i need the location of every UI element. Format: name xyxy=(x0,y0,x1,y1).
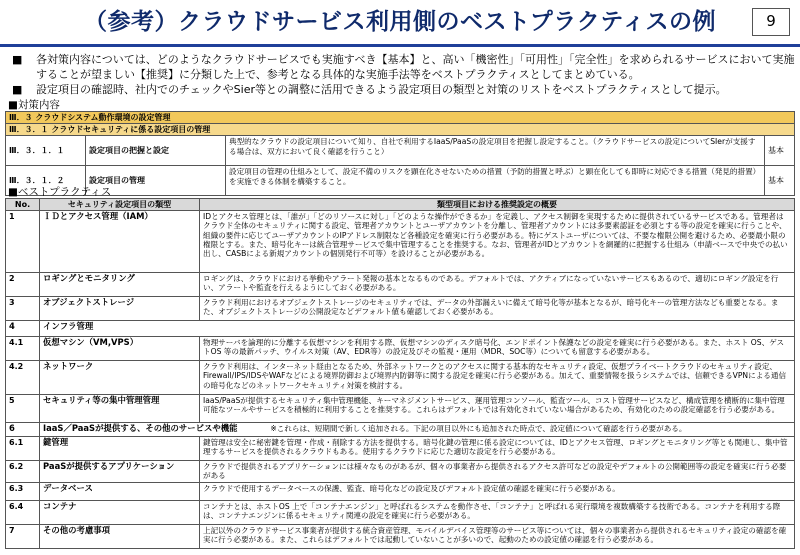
table-row xyxy=(6,423,795,437)
practice-desc: ロギングは、クラウドにおける挙動やアラート発報の基本となるものである。デフォルトでは、アクティブになっていないサービスもあるので、適切にロギング設定を行い、アラートや監査を行えるようにしておく必要がある。 xyxy=(200,273,795,297)
title-divider xyxy=(0,44,800,47)
practice-no: 3 xyxy=(6,297,40,321)
measures-header-2: Ⅲ．３．１ クラウドセキュリティに係る設定項目の管理 xyxy=(6,124,795,136)
measure-name: 設定項目の管理 xyxy=(86,166,226,196)
table-row xyxy=(6,321,795,337)
measures-header-row xyxy=(6,124,795,136)
table-row xyxy=(6,461,795,482)
practice-category: ＩＤとアクセス管理（IAM） xyxy=(40,211,200,273)
measure-code: Ⅲ．３．１．１ xyxy=(6,136,86,166)
practice-no: 4 xyxy=(6,321,40,337)
intro-item xyxy=(10,52,795,82)
bullet-square-icon: ■ xyxy=(12,53,23,66)
table-row xyxy=(6,211,795,273)
table-row xyxy=(6,437,795,461)
practice-no: 6.3 xyxy=(6,482,40,500)
intro-text: 各対策内容については、どのようなクラウドサービスでも実施すべき【基本】と、高い「機密性」「可用性」「完全性」を求められるサービスにおいて実施することが望ましい【推奨】に分類した上で、参考となる具体的な実施手法等をベストプラクティスとしてまとめている。 xyxy=(36,53,795,81)
measure-desc: 設定項目の管理の仕組みとして、設定不備のリスクを顕在化させないための措置（予防的措置と呼ぶ）と顕在化しても即時に対応できる措置（発見的措置）を実施できる体制を構築すること。 xyxy=(226,166,765,196)
table-row xyxy=(6,482,795,500)
intro-item xyxy=(10,82,795,97)
practice-desc: コンテナとは、ホストOS 上で「コンテナエンジン」と呼ばれるシステムを動作させ、「コンテナ」と呼ばれる実行環境を複数構築する技術である。コンテナを利用する際は、コンテナエンジンに係るセキュリティ関連の設定を確実に行う必要がある。 xyxy=(200,500,795,524)
table-row xyxy=(6,166,795,196)
practice-category: 仮想マシン（VM,VPS） xyxy=(40,337,200,361)
page-title: （参考）クラウドサービス利用側のベストプラクティスの例 xyxy=(84,9,716,35)
bullet-square-icon: ■ xyxy=(12,83,23,96)
table-row xyxy=(6,361,795,395)
intro-text: 設定項目の確認時、社内でのチェックやSier等との調整に活用できるよう設定項目の類型と対策のリストをベストプラクティスとして提示。 xyxy=(36,83,727,96)
practice-desc: 上記以外のクラウドサービス事業者が提供する統合資産管理、モバイルデバイス管理等のサービス等については、個々の事業者から提供されるセキュリティ設定の確認を確実に行う必要がある。また、これらはデフォルトでは起動していないことが多いので、起動のための設定値の確認を行う必要がある。 xyxy=(200,524,795,548)
practice-category: ネットワーク xyxy=(40,361,200,395)
practice-category: インフラ管理 xyxy=(40,321,795,337)
measure-desc: 典型的なクラウドの設定項目について知り、自社で利用するIaaS/PaaSの設定項目を把握し設定すること。（クラウドサービスの設定についてSIerが支援する場合は、双方において良く確認を行うこと） xyxy=(226,136,765,166)
practice-desc: クラウド利用は、インターネット経由となるため、外部ネットワークとのアクセスに関する基本的なセキュリティ設定、仮想プライベートクラウドのセキュリティ設定、Firewall/IPS/IDSやWAFなどによる境界防御および境界内防御等に関する設定を確実に行う必要がある。加えて、重要情報を扱うシステムでは、信頼できるVPNによる通信の暗号化などのネットワークセキュリティ対策を検討する。 xyxy=(200,361,795,395)
measure-level: 基本 xyxy=(765,136,795,166)
measure-level: 基本 xyxy=(765,166,795,196)
intro-bullets xyxy=(10,52,795,97)
practice-category: IaaS／PaaSが提供する、その他のサービスや機能 xyxy=(43,423,238,434)
practice-category: PaaSが提供するアプリケーション xyxy=(40,461,200,482)
practice-no: 5 xyxy=(6,395,40,423)
practices-table xyxy=(5,198,795,549)
practice-no: 4.1 xyxy=(6,337,40,361)
practices-header-row xyxy=(6,199,795,211)
practice-note: ※これらは、短期間で新しく追加される。下記の項目以外にも追加された時点で、設定値について確認を行う必要がある。 xyxy=(270,424,687,434)
practice-no: 1 xyxy=(6,211,40,273)
practice-no: 6 xyxy=(6,423,40,437)
practice-desc: 鍵管理は安全に秘密鍵を管理・作成・削除する方法を提供する。暗号化鍵の管理に係る設定については、IDとアクセス管理、ロギングとモニタリング等とも関連し、集中管理するサービスを提供されるクラウドもある。使用するクラウドに応じた適切な設定を行う必要がある。 xyxy=(200,437,795,461)
practice-no: 2 xyxy=(6,273,40,297)
practice-category: 鍵管理 xyxy=(40,437,200,461)
practice-desc: IaaS/PaaSが提供するセキュリティ集中管理機能、キーマネジメントサービス、運用管理コンソール、監査ツール、コスト管理サービスなど、構成管理を横断的に集中管理可能なツールやサービスを積極的に利用することを推奨する。これらはデフォルトでは有効化されていない場合があるため、有効化のための設定確認を行う必要がある。 xyxy=(200,395,795,423)
measures-header-row xyxy=(6,112,795,124)
measure-code: Ⅲ．３．１．２ xyxy=(6,166,86,196)
practice-category: ロギングとモニタリング xyxy=(40,273,200,297)
table-row xyxy=(6,524,795,548)
page-number: 9 xyxy=(752,8,790,36)
table-row xyxy=(6,337,795,361)
practices-section-label: ■ベストプラクティス xyxy=(8,186,112,198)
practice-category: データベース xyxy=(40,482,200,500)
table-row xyxy=(6,273,795,297)
header-summary: 類型項目における推奨設定の概要 xyxy=(200,199,795,211)
practice-no: 6.1 xyxy=(6,437,40,461)
measures-table xyxy=(5,111,795,196)
practice-desc: クラウドで提供されるアプリケーションには様々なものがあるが、個々の事業者から提供されるアクセス許可などの設定やデフォルトの公開範囲等の設定を確実に行う必要がある xyxy=(200,461,795,482)
practice-category: オブジェクトストレージ xyxy=(40,297,200,321)
practice-desc: クラウドで使用するデータベースの保護、監査、暗号化などの設定及びデフォルト設定値の確認を確実に行う必要がある。 xyxy=(200,482,795,500)
table-row xyxy=(6,500,795,524)
table-row xyxy=(6,136,795,166)
practice-desc: IDとアクセス管理とは、「誰が」「どのリソースに対し」「どのような操作ができるか」を定義し、アクセス制御を実現するために提供されているサービスである。管理者はクラウド全体のセキュリティに関する設定、管理者アカウントとユーザアカウントを分離し、管理者アカウントには多要素認証を必須とする等の設定を確実に行うことや、組織の要件に応じてユーザアカウントのIPアドレス制限など各種設定を確実に行う必要がある。特にゲストユーザについては、不要な権限公開を避けるため、必要最小限の権限とする。また、暗号化キーは統合管理サービスで集中管理することを推奨する。なお、管理者がIDとアカウントを網羅的に把握する仕組み（申請ベースで中央での払い出し、CASBによる新規アカウントの個別発行不可等）を設けることが必要がある。 xyxy=(200,211,795,273)
practice-category: その他の考慮事項 xyxy=(40,524,200,548)
practice-no: 6.4 xyxy=(6,500,40,524)
practice-no: 4.2 xyxy=(6,361,40,395)
practice-desc: クラウド利用におけるオブジェクトストレージのセキュリティでは、データの外部漏えいに備えて暗号化等が基本となるが、暗号化キーの管理方法なども重要となる。また、オブジェクトストレージの公開設定などデフォルト値も確認しておく必要がある。 xyxy=(200,297,795,321)
practice-no: 6.2 xyxy=(6,461,40,482)
header-no: No. xyxy=(6,199,40,211)
practice-category: コンテナ xyxy=(40,500,200,524)
practice-category: セキュリティ等の集中管理管理 xyxy=(40,395,200,423)
table-row xyxy=(6,395,795,423)
measures-header-1: Ⅲ．３ クラウドシステム動作環境の設定管理 xyxy=(6,112,795,124)
practice-no: 7 xyxy=(6,524,40,548)
measure-name: 設定項目の把握と設定 xyxy=(86,136,226,166)
practice-category-with-note xyxy=(40,423,795,437)
practice-desc: 物理サーバを論理的に分離する仮想マシンを利用する際、仮想マシンのディスク暗号化、エンドポイント保護などの設定を確実に行う必要がある。また、ホスト OS、ゲストOS 等の最新パッチ、ウイルス対策（AV、EDR等）の設定及びその監視・運用（MDR、SOC等）についても留意する必要がある。 xyxy=(200,337,795,361)
measures-section-label: ■対策内容 xyxy=(8,99,60,111)
header-category: セキュリティ設定項目の類型 xyxy=(40,199,200,211)
table-row xyxy=(6,297,795,321)
